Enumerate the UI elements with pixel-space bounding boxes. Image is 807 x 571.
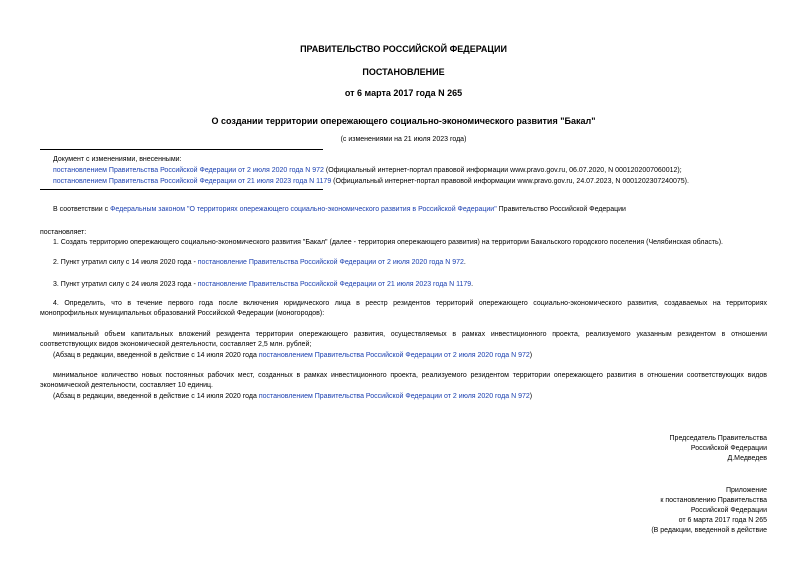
min-investment-line-1: минимальный объем капитальных вложений резидента территории опережающего развития, осуществляемых в рамках инвестиционного проекта, реализуемого указанным резидентом в отношении bbox=[53, 331, 767, 338]
edition-link-2[interactable]: постановлением Правительства Российской Федерации от 2 июля 2020 года N 972 bbox=[258, 393, 530, 400]
repeal-link-1179[interactable]: постановление Правительства Российской Федерации от 21 июля 2023 года N 1179 bbox=[197, 281, 472, 288]
min-jobs-line-1: минимальное количество новых постоянных рабочих мест, созданных в рамках инвестиционного проекта, реализуемого резидентом территории опережающего развития в отношении соответствующих видов bbox=[53, 372, 767, 379]
appendix-ref-2: Российской Федерации bbox=[690, 507, 767, 514]
government-heading: ПРАВИТЕЛЬСТВО РОССИЙСКОЙ ФЕДЕРАЦИИ bbox=[300, 44, 507, 54]
document-type: ПОСТАНОВЛЕНИЕ bbox=[362, 67, 445, 77]
signature-name: Д.Медведев bbox=[727, 455, 767, 462]
appendix-ref-4: (В редакции, введенной в действие bbox=[651, 527, 767, 534]
paragraph-4-line-1: 4. Определить, что в течение первого года после включения юридического лица в реестр резидентов территорий опережающего социально-экономического развития, создаваемых на территориях bbox=[53, 300, 767, 307]
document-title: О создании территории опережающего социально-экономического развития "Бакал" bbox=[211, 116, 596, 126]
signature-block bbox=[670, 434, 767, 464]
paragraph-1: 1. Создать территорию опережающего социально-экономического развития "Бакал" (далее - территория опережающего развития) на территории Бакальского городского поселения (Челябинская область). bbox=[53, 239, 723, 246]
appendix-title: Приложение bbox=[725, 487, 767, 494]
appendix-ref-1: к постановлению Правительства bbox=[660, 497, 767, 504]
appendix-block bbox=[651, 486, 767, 536]
paragraph-4 bbox=[40, 299, 767, 319]
min-investment-line-2: соответствующих видов экономической деятельности, составляет 2,5 млн. рублей; bbox=[40, 341, 312, 348]
paragraph-2: 2. Пункт утратил силу с 14 июля 2020 года - постановление Правительства Российской Федерации от 2 июля 2020 года N 972. bbox=[53, 259, 466, 266]
changes-intro: Документ с изменениями, внесенными: bbox=[53, 156, 182, 163]
amendment-link-1179[interactable]: постановлением Правительства Российской Федерации от 21 июля 2023 года N 1179 bbox=[53, 178, 332, 185]
amendment-link-972[interactable]: постановлением Правительства Российской Федерации от 2 июля 2020 года N 972 bbox=[53, 167, 324, 174]
signature-country: Российской Федерации bbox=[690, 445, 767, 452]
federal-law-link[interactable]: Федеральным законом "О территориях опережающего социально-экономического развития в Российской Федерации" bbox=[110, 206, 497, 213]
paragraph-4-line-2: монопрофильных муниципальных образований Российской Федерации (моногородов): bbox=[40, 310, 325, 317]
min-jobs-item bbox=[40, 371, 767, 391]
edition-note-2: (Абзац в редакции, введенной в действие с 14 июля 2020 года постановлением Правительства Российской Федерации от 2 июля 2020 года N 972) bbox=[53, 393, 533, 400]
divider-bottom bbox=[40, 189, 323, 190]
edition-note-1: (Абзац в редакции, введенной в действие с 14 июля 2020 года постановлением Правительства Российской Федерации от 2 июля 2020 года N 972) bbox=[53, 352, 533, 359]
min-jobs-line-2: экономической деятельности, составляет 10 единиц. bbox=[40, 382, 214, 389]
edition-link-1[interactable]: постановлением Правительства Российской Федерации от 2 июля 2020 года N 972 bbox=[258, 352, 530, 359]
signature-position: Председатель Правительства bbox=[669, 435, 767, 442]
document-date: от 6 марта 2017 года N 265 bbox=[344, 88, 463, 98]
min-investment-item bbox=[40, 330, 767, 350]
divider-top bbox=[40, 149, 323, 150]
appendix-ref-3: от 6 марта 2017 года N 265 bbox=[678, 517, 767, 524]
changes-note: (с изменениями на 21 июля 2023 года) bbox=[340, 136, 467, 143]
preamble: В соответствии с Федеральным законом "О территориях опережающего социально-экономического развития в Российской Федерации" Правительство Российской Федерации bbox=[53, 206, 626, 213]
changes-line-1: постановлением Правительства Российской Федерации от 2 июля 2020 года N 972 (Официальный интернет-портал правовой информации www.pravo.gov.ru, 06.07.2020, N 0001202007060012); bbox=[53, 167, 682, 174]
repeal-link-972[interactable]: постановление Правительства Российской Федерации от 2 июля 2020 года N 972 bbox=[197, 259, 464, 266]
paragraph-3: 3. Пункт утратил силу с 24 июля 2023 года - постановление Правительства Российской Федерации от 21 июля 2023 года N 1179. bbox=[53, 281, 474, 288]
changes-line-2: постановлением Правительства Российской Федерации от 21 июля 2023 года N 1179 (Официальный интернет-портал правовой информации www.pravo.gov.ru, 24.07.2023, N 0001202307240075). bbox=[53, 178, 689, 185]
decides-word: постановляет: bbox=[40, 229, 87, 236]
